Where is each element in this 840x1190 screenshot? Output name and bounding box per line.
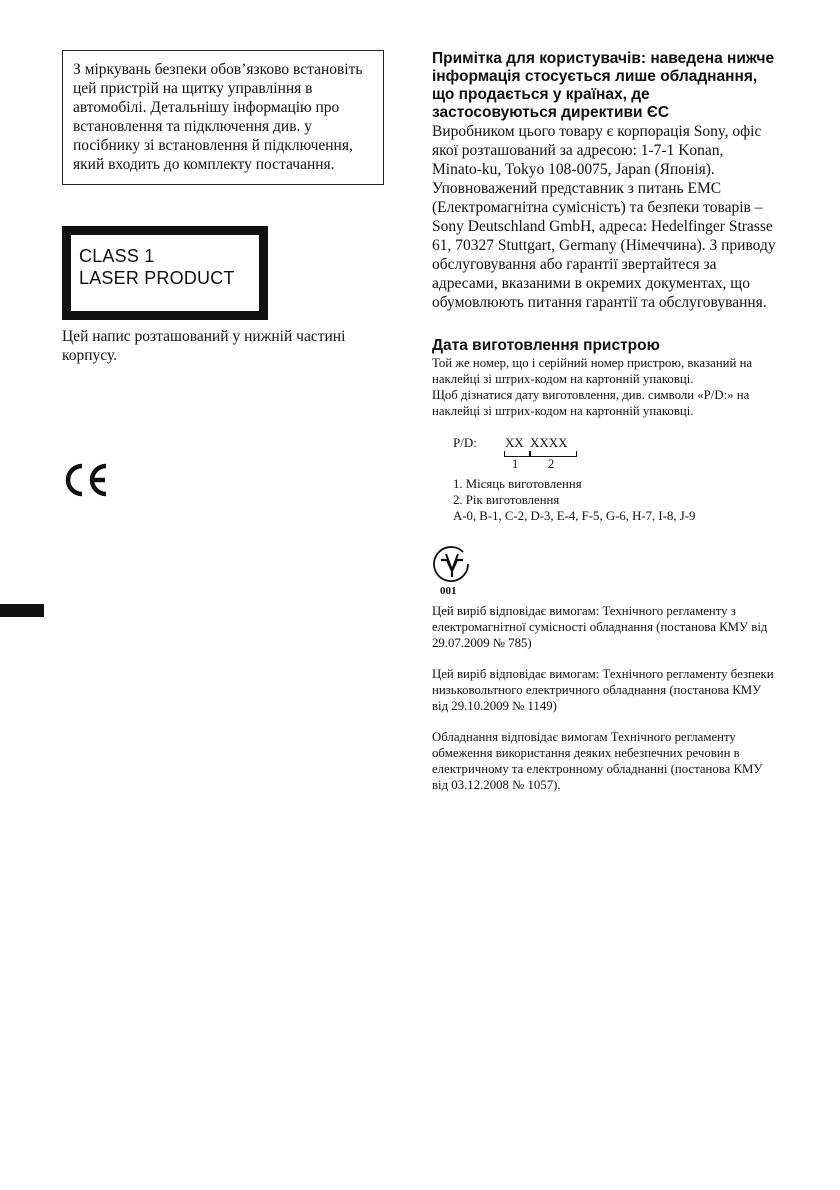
ukraine-mark-code: 001 [440,585,457,597]
pd-legend-month: 1. Місяць виготовлення [453,477,582,491]
manufacture-date-heading: Дата виготовлення пристрою [432,337,660,354]
eu-notice-heading: Примітка для користувачів: наведена нижче інформація стосується лише обладнання, що продається у країнах, де застосовуються директиви ЄС [432,50,775,121]
label-location-note: Цей напис розташований у нижній частині корпусу. [62,328,346,364]
compliance-emc: Цей виріб відповідає вимогам: Технічного регламенту з електромагнітної сумісності обладнання (постанова КМУ від 29.07.2009 № 785) [432,604,768,650]
laser-product-text: LASER PRODUCT [79,268,235,288]
left-column [62,50,392,500]
compliance-statements [432,603,777,793]
ce-mark-icon [60,460,110,500]
pd-index-1: 1 [512,457,519,471]
pd-code-prefix: P/D: [453,435,477,450]
pd-index-2: 2 [548,457,555,471]
laser-class-text: CLASS 1 [79,246,155,266]
pd-legend-year: 2. Рік виготовлення [453,493,560,507]
compliance-rohs: Обладнання відповідає вимогам Технічного регламенту обмеження використання деяких небезпечних речовин в електричному та електронному обладнанні (постанова КМУ від 03.12.2008 № 1057). [432,730,763,792]
safety-note-box: З міркувань безпеки обов’язково встановіть цей пристрій на щитку управління в автомобілі. Детальнішу інформацію про встановлення та підключення див. у посібнику зі встановлення й підключення, який входить до комплекту постачання. [62,50,384,185]
pd-code-diagram [453,435,777,471]
pd-legend-year-codes: A-0, B-1, C-2, D-3, E-4, F-5, G-6, H-7, I-8, J-9 [453,509,696,523]
page-edge-tab [0,604,44,617]
laser-product-label [62,226,268,320]
manufacture-date-paragraph-2: Щоб дізнатися дату виготовлення, див. символи «P/D:» на наклейці зі штрих-кодом на картонній упаковці. [432,388,750,418]
pd-code-year: XXXX [530,435,568,450]
pd-code-month: XX [505,435,524,450]
compliance-low-voltage: Цей виріб відповідає вимогам: Технічного регламенту безпеки низьковольтного електричного обладнання (постанова КМУ від 29.10.2009 № 1149) [432,667,774,713]
eu-notice-body: Виробником цього товару є корпорація Sony, офіс якої розташований за адресою: 1-7-1 Konan, Minato-ku, Tokyo 108-0075, Japan (Японія). Уповноважений представник з питань EMC (Електромагнітна сумісність) та безпеки товарів – Sony Deutschland GmbH, адреса: Hedelfinger Strasse 61, 70327 Stuttgart, Germany (Німеччина). З приводу обслуговування або гарантії звертайтеся за адресами, вказаними в окремих документах, що обумовлюють питання гарантії та обслуговування. [432,123,776,311]
right-column [432,50,777,808]
manufacture-date-paragraph-1: Той же номер, що і серійний номер пристрою, вказаний на наклейці зі штрих-кодом на картонній упаковці. [432,356,753,386]
pd-legend [453,476,777,524]
ukraine-conformity-mark-icon [432,543,472,601]
